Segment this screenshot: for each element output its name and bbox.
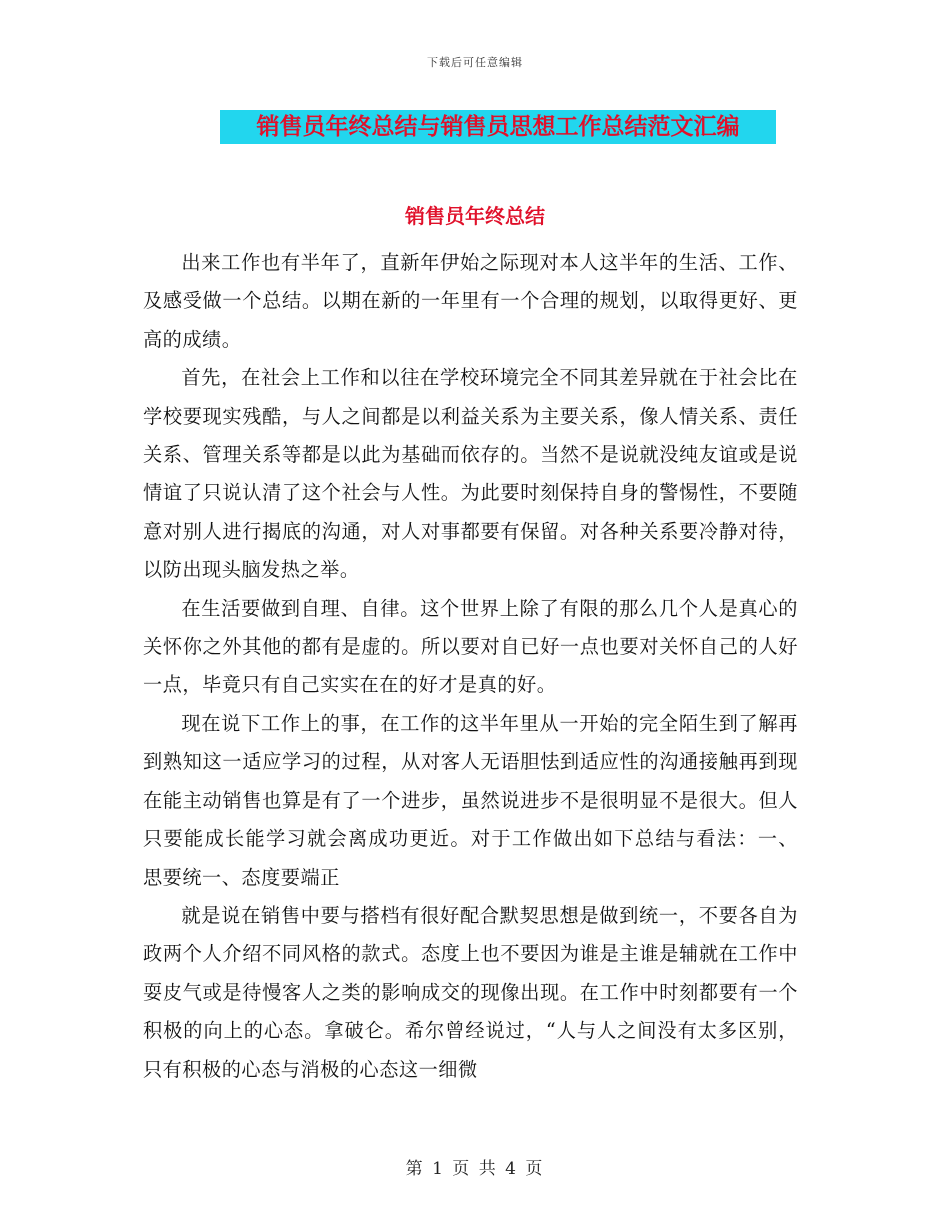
section-title: 销售员年终总结 <box>405 204 545 228</box>
paragraph: 首先，在社会上工作和以往在学校环境完全不同其差异就在于社会比在学校要现实残酷，与人之间都是以利益关系为主要关系，像人情关系、责任关系、管理关系等都是以此为基础而依存的。当然不是说就没纯友谊或是说情谊了只说认清了这个社会与人性。为此要时刻保持自身的警惕性，不要随意对别人进行揭底的沟通，对人对事都要有保留。对各种关系要冷静对待，以防出现头脑发热之举。 <box>143 366 798 582</box>
paragraph: 在生活要做到自理、自律。这个世界上除了有限的那么几个人是真心的关怀你之外其他的都有是虚的。所以要对自已好一点也要对关怀自己的人好一点，毕竟只有自己实实在在的好才是真的好。 <box>143 596 798 697</box>
document-title: 销售员年终总结与销售员思想工作总结范文汇编 <box>220 110 776 144</box>
page-number-footer: 第 1 页 共 4 页 <box>405 1159 545 1179</box>
paragraph: 出来工作也有半年了，直新年伊始之际现对本人这半年的生活、工作、及感受做一个总结。以期在新的一年里有一个合理的规划，以取得更好、更高的成绩。 <box>143 251 798 351</box>
paragraph: 就是说在销售中要与搭档有很好配合默契思想是做到统一，不要各自为政两个人介绍不同风格的款式。态度上也不要因为谁是主谁是辅就在工作中耍皮气或是待慢客人之类的影响成交的现像出现。在工作中时刻都要有一个积极的向上的心态。拿破仑。希尔曾经说过，“人与人之间没有太多区别，只有积极的心态与消极的心态这一细微 <box>143 903 798 1081</box>
body-text <box>143 244 798 1089</box>
header-note: 下载后可任意编辑 <box>427 56 523 69</box>
paragraph: 现在说下工作上的事，在工作的这半年里从一开始的完全陌生到了解再到熟知这一适应学习的过程，从对客人无语胆怯到适应性的沟通接触再到现在能主动销售也算是有了一个进步，虽然说进步不是很明显不是很大。但人只要能成长能学习就会离成功更近。对于工作做出如下总结与看法：一、 思要统一、态度要端正 <box>143 711 798 889</box>
